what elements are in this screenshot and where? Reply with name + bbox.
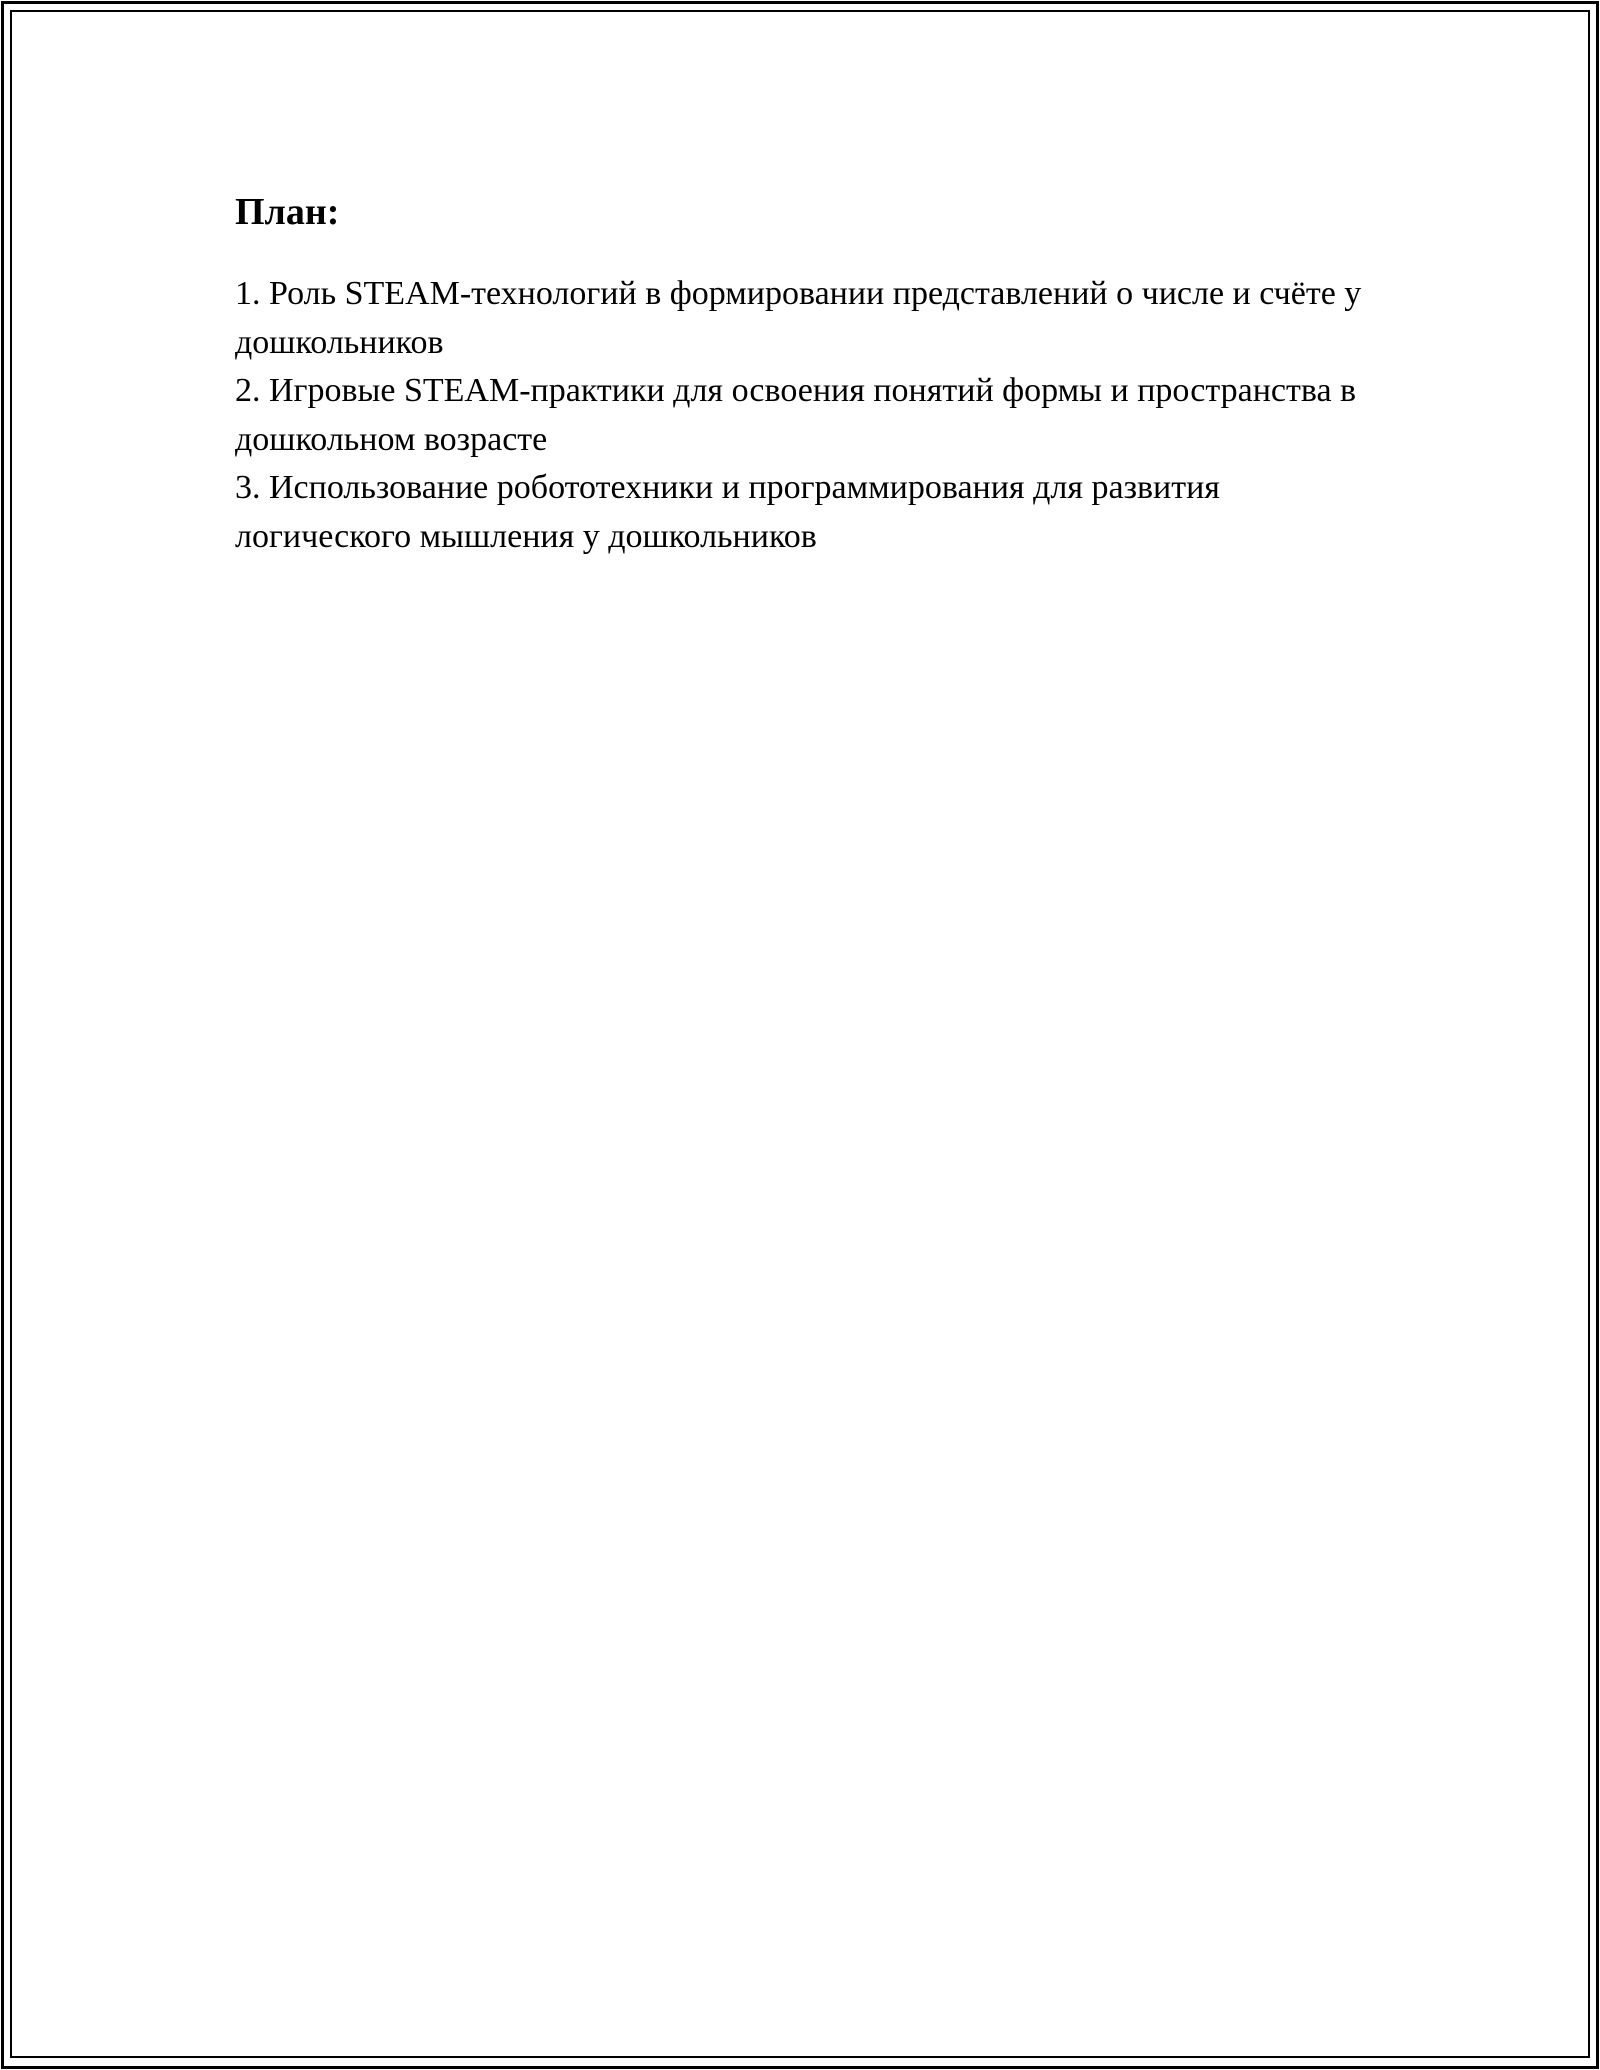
document-body: [235, 188, 1385, 561]
plan-item-2: 2. Игровые STEAM-практики для освоения понятий формы и пространства в дошкольном возрасте: [235, 372, 1357, 458]
plan-title: План:: [235, 191, 340, 233]
plan-item-3: 3. Использование робототехники и программирования для развития логического мышления у дошкольников: [235, 469, 1220, 555]
plan-item-1: 1. Роль STEAM-технологий в формировании представлений о числе и счёте у дошкольников: [235, 275, 1362, 361]
plan-list: [235, 270, 1385, 561]
